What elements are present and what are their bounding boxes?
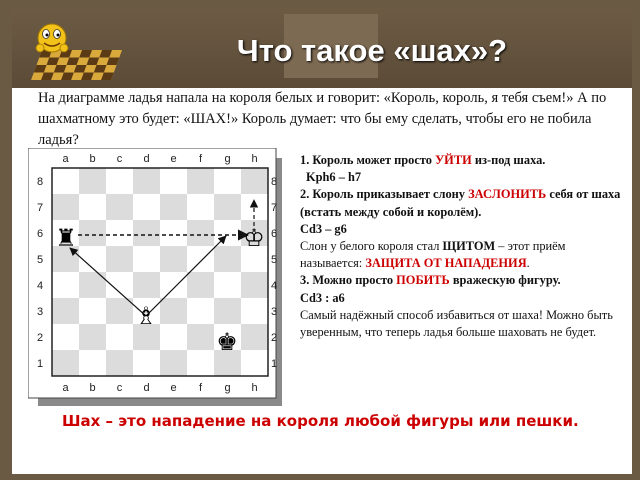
board-square (187, 194, 214, 220)
point-2-text: 2. Король приказывает слону (300, 187, 469, 202)
board-square (241, 324, 268, 350)
point-3-move: Cd3 : a6 (300, 290, 345, 305)
board-square (79, 194, 106, 220)
file-label: g (224, 153, 231, 165)
rank-label: 7 (36, 202, 44, 214)
board-square (133, 220, 160, 246)
board-square (160, 194, 187, 220)
footer-definition: Шах – это нападение на короля любой фигуры или пешки. (62, 412, 579, 430)
intro-text: На диаграмме ладья напала на короля белых и говорит: «Король, король, я тебя съем!» А по шахматному это будет: «ШАХ!» Король думает: что бы ему сделать, чтобы его не побила ладья? (38, 90, 607, 148)
chess-smiley-logo (22, 12, 132, 84)
black-rook-piece: ♜ (55, 224, 77, 252)
rank-label: 4 (36, 280, 44, 292)
rank-label: 6 (270, 228, 278, 240)
chess-diagram (28, 148, 284, 406)
board-square (241, 168, 268, 194)
point-2-note-red: ЗАЩИТА ОТ НАПАДЕНИЯ (365, 256, 527, 271)
board-square (52, 168, 79, 194)
white-king-piece: ♔ (243, 224, 265, 252)
title-band (12, 8, 632, 88)
board-square (133, 168, 160, 194)
board-square (133, 194, 160, 220)
rank-label: 4 (270, 280, 278, 292)
board-square (52, 298, 79, 324)
white-bishop-piece: ♗ (135, 302, 157, 330)
board-square (79, 324, 106, 350)
board-square (106, 168, 133, 194)
board-square (160, 298, 187, 324)
rank-label: 5 (270, 254, 278, 266)
point-2-note-a: Слон у белого короля стал (300, 239, 443, 254)
slide-title: Что такое «шах»? (236, 33, 508, 68)
board-square (187, 168, 214, 194)
board-square (106, 246, 133, 272)
board-square (187, 272, 214, 298)
board-square (52, 272, 79, 298)
board-square (52, 350, 79, 376)
board-square (187, 220, 214, 246)
board-square (160, 324, 187, 350)
point-2-move: Cd3 – g6 (300, 221, 347, 236)
rank-label: 3 (36, 306, 44, 318)
file-label: b (89, 153, 96, 165)
board-square (214, 168, 241, 194)
rank-label: 1 (270, 358, 278, 370)
board-square (106, 220, 133, 246)
explanation-panel (300, 152, 622, 341)
point-3-note: Самый надёжный способ избавиться от шаха! Можно быть уверенным, что теперь ладья больше шаховать не будет. (300, 307, 613, 340)
board-square (106, 298, 133, 324)
board-square (160, 246, 187, 272)
board-square (106, 194, 133, 220)
board-square (187, 298, 214, 324)
board-square (187, 246, 214, 272)
board-square (52, 194, 79, 220)
file-label: f (198, 153, 203, 165)
board-square (214, 220, 241, 246)
board-square (214, 298, 241, 324)
board-square (214, 246, 241, 272)
point-2-note-key: ЩИТОМ (442, 239, 496, 254)
file-label: a (62, 153, 69, 165)
point-2-keyword: ЗАСЛОНИТЬ (468, 187, 547, 202)
point-2-note-end: . (526, 256, 530, 271)
board-square (133, 350, 160, 376)
board-square (214, 272, 241, 298)
board-square (160, 272, 187, 298)
point-2 (300, 186, 622, 220)
point-1-text: 1. Король может просто (300, 153, 436, 167)
file-label: h (251, 153, 258, 165)
board-square (79, 168, 106, 194)
board-square (106, 350, 133, 376)
rank-label: 1 (36, 358, 44, 370)
file-label: a (62, 382, 69, 394)
point-1-keyword: УЙТИ (435, 153, 472, 167)
rank-label: 6 (36, 228, 44, 240)
file-label: c (116, 153, 123, 165)
file-label: c (116, 382, 123, 394)
board-square (214, 194, 241, 220)
rank-label: 8 (36, 176, 44, 188)
rank-label: 8 (270, 176, 278, 188)
board-square (106, 324, 133, 350)
board-square (133, 272, 160, 298)
rank-label: 2 (36, 332, 44, 344)
rank-label: 2 (270, 332, 278, 344)
rank-label: 3 (270, 306, 278, 318)
file-label: b (89, 382, 96, 394)
board-square (79, 350, 106, 376)
board-square (52, 324, 79, 350)
board-square (241, 272, 268, 298)
board-square (160, 168, 187, 194)
board-square (160, 220, 187, 246)
board-square (79, 298, 106, 324)
point-2-note (300, 238, 622, 272)
file-label: g (224, 382, 231, 394)
point-2-suffix: себя от шаха (встать между собой и королём). (300, 187, 621, 219)
rank-label: 5 (36, 254, 44, 266)
file-label: e (170, 382, 177, 394)
board-square (106, 272, 133, 298)
board-square (241, 298, 268, 324)
file-label: e (170, 153, 177, 165)
board-square (133, 246, 160, 272)
point-2-note-b: – этот приём называется: (300, 239, 566, 271)
point-3 (300, 272, 622, 289)
board-square (241, 350, 268, 376)
black-king-piece: ♚ (216, 328, 238, 356)
board-square (187, 350, 214, 376)
file-label: d (143, 382, 150, 394)
point-1-suffix: из-под шаха. (471, 153, 546, 167)
point-3-keyword: ПОБИТЬ (396, 273, 450, 288)
board-square (79, 220, 106, 246)
point-1 (300, 152, 622, 169)
point-3-suffix: вражескую фигуру. (449, 273, 561, 288)
file-label: f (198, 382, 203, 394)
file-label: d (143, 153, 150, 165)
board-square (187, 324, 214, 350)
rank-label: 7 (270, 202, 278, 214)
point-3-text: 3. Можно просто (300, 273, 397, 288)
board-square (160, 350, 187, 376)
file-label: h (251, 382, 258, 394)
point-1-move: Kph6 – h7 (306, 170, 362, 185)
